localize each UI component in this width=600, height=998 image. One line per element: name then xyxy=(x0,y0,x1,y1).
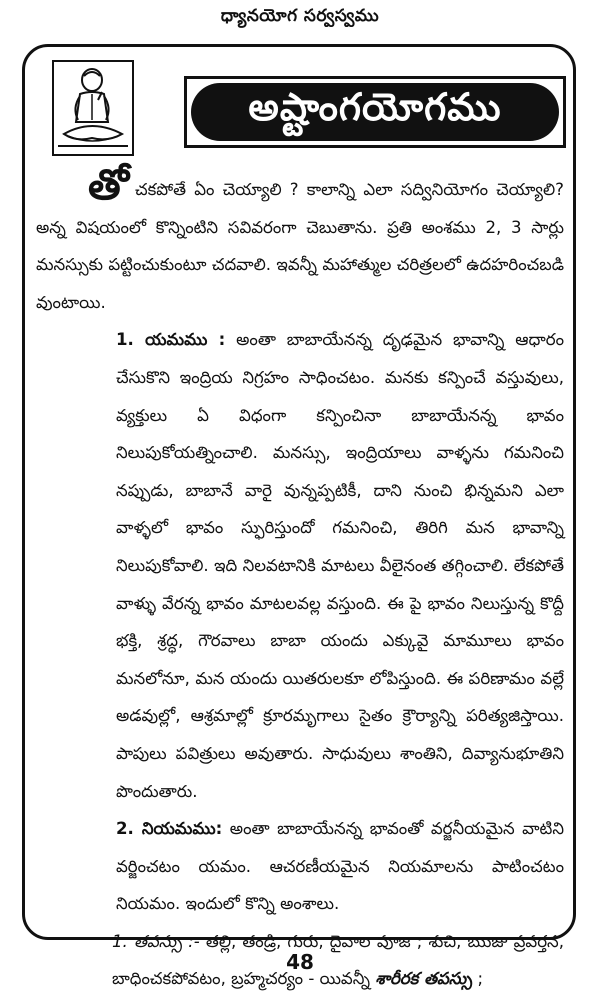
sage-figure-icon xyxy=(54,62,132,154)
paragraph-niyamamu xyxy=(36,810,564,923)
paragraph-intro xyxy=(36,160,564,321)
meditating-sage-illustration xyxy=(52,60,134,156)
drop-cap: తో xyxy=(88,160,129,209)
chapter-title-box xyxy=(184,76,566,148)
paragraph-tapassu-text: తల్లి, తండ్రి, గురు, దైవాల పూజ ; శుచి, ఋజు ప్రవర్తన, బాధించకపోవటం, బ్రహ్మచర్యం - యివన్నీ xyxy=(112,931,564,989)
running-head: ధ్యానయోగ సర్వస్వము xyxy=(220,6,380,26)
paragraph-yamamu-text: అంతా బాబాయేనన్న దృఢమైన భావాన్ని ఆధారం చేసుకొని ఇంద్రియ నిగ్రహం సాధించటం. మనకు కన్పించే వస్తువులు, వ్యక్తులు ఏ విధంగా కన్పించినా బాబాయేనన్న భావం నిలుపుకోయత్నించాలి. మనస్సు, ఇంద్రియాలు వాళ్ళను గమనించి నప్పుడు, బాబానే వారై వున్నప్పటికీ, దాని నుంచి భిన్నమని ఎలా వాళ్ళలో భావం స్ఫురిస్తుందో గమనించి, తిరిగి మన భావాన్ని నిలుపుకోవాలి. ఇది నిలవటానికి మాటలు వీలైనంత తగ్గించాలి. లేకపోతే వాళ్ళు వేరన్న భావం మాటలవల్ల వస్తుంది. ఈ పై భావం నిలుస్తున్న కొద్దీ భక్తి, శ్రద్ధ, గౌరవాలు బాబా యందు ఎక్కువై మామూలు భావం మనలోనూ, మన యందు యితరులకూ లోపిస్తుంది. ఈ పరిణామం వల్లే అడవుల్లో, ఆశ్రమాల్లో క్రూరమృగాలు సైతం క్రౌర్యాన్ని పరిత్యజిస్తాయి. పాపులు పవిత్రులు అవుతారు. సాధువులు శాంతిని, దివ్యానుభూతిని పొందుతారు. xyxy=(116,330,564,801)
paragraph-niyamamu-text: అంతా బాబాయేనన్న భావంతో వర్జనీయమైన వాటిని వర్జించటం యమం. ఆచరణీయమైన నియమాలను పాటించటం నియమం. ఇందులో కొన్ని అంశాలు. xyxy=(116,819,565,914)
emphasis-sharirika-tapassu: శారీరక తపస్సు xyxy=(375,969,473,989)
term-yamamu: 1. యమము : xyxy=(116,330,226,350)
chapter-title: అష్టాంగయోగము xyxy=(248,85,502,129)
page-number: 48 xyxy=(286,950,314,974)
paragraph-yamamu xyxy=(36,321,564,810)
paragraph-tapassu-tail: ; xyxy=(477,969,484,989)
body-text xyxy=(36,160,565,998)
term-niyamamu: 2. నియమము: xyxy=(116,819,223,839)
paragraph-intro-text: చకపోతే ఏం చెయ్యాలి ? కాలాన్ని ఎలా సద్వినియోగం చెయ్యాలి? అన్న విషయంలో కొన్నింటిని సవివరంగా చెబుతాను. ప్రతి అంశము 2, 3 సార్లు మనస్సుకు పట్టించుకుంటూ చదవాలి. ఇవన్నీ మహాత్ముల చరిత్రలలో ఉదహరించబడి వుంటాయి. xyxy=(36,180,564,312)
term-tapassu: 1. తపస్సు :- xyxy=(112,931,200,951)
